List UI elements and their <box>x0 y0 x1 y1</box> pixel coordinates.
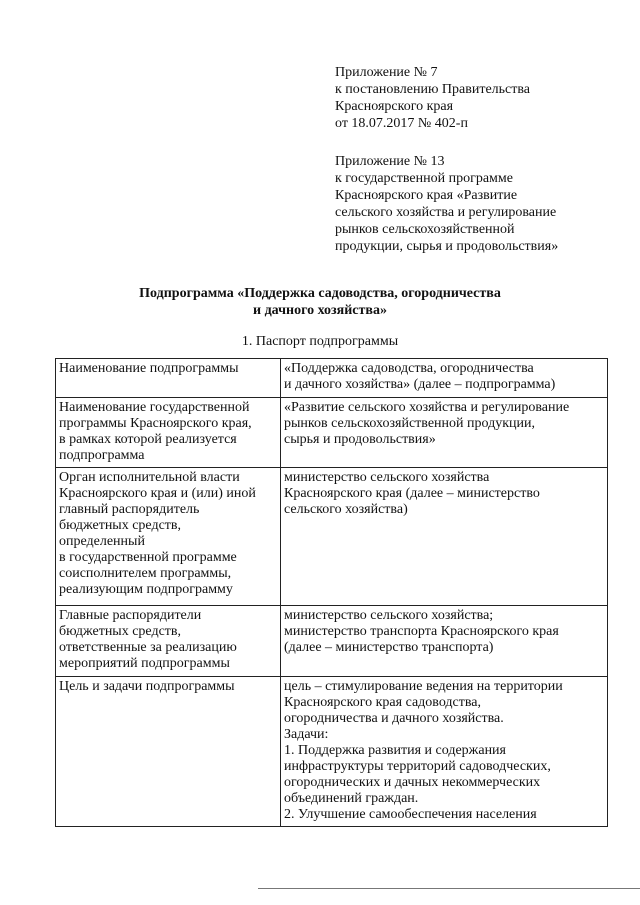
table-row <box>56 677 608 827</box>
section-heading: 1. Паспорт подпрограммы <box>241 334 399 349</box>
approval-block-appendix-7: Приложение № 7 к постановлению Правительства Красноярского края от 18.07.2017 № 402-п <box>335 65 531 131</box>
row-label: Наименование подпрограммы <box>56 359 281 398</box>
row-value: «Развитие сельского хозяйства и регулирование рынков сельскохозяйственной продукции, сырья и продовольствия» <box>281 398 608 468</box>
row-value: «Поддержка садоводства, огородничества и дачного хозяйства» (далее – подпрограмма) <box>281 359 608 398</box>
row-value: министерство сельского хозяйства; министерство транспорта Красноярского края (далее – министерство транспорта) <box>281 606 608 677</box>
table-row <box>56 398 608 468</box>
scan-edge-line <box>258 888 640 889</box>
row-label: Цель и задачи подпрограммы <box>56 677 281 827</box>
table-row <box>56 468 608 606</box>
table-row <box>56 359 608 398</box>
approval-block-appendix-13: Приложение № 13 к государственной программе Красноярского края «Развитие сельского хозяйства и регулирование рынков сельскохозяйственной продукции, сырья и продовольствия» <box>335 154 559 254</box>
row-label: Наименование государственной программы Красноярского края, в рамках которой реализуется подпрограмма <box>56 398 281 468</box>
table-row <box>56 606 608 677</box>
document-title: Подпрограмма «Поддержка садоводства, огородничества и дачного хозяйства» <box>139 286 501 318</box>
row-label: Орган исполнительной власти Красноярского края и (или) иной главный распорядитель бюджетных средств, определенный в государственной программе соисполнителем программы, реализующим подпрограмму <box>56 468 281 606</box>
passport-table <box>55 358 608 827</box>
row-value: цель – стимулирование ведения на территории Красноярского края садоводства, огородничества и дачного хозяйства. Задачи: 1. Поддержка развития и содержания инфраструктуры территорий садоводческих, огороднических и дачных некоммерческих объединений граждан. 2. Улучшение самообеспечения населения <box>281 677 608 827</box>
row-label: Главные распорядители бюджетных средств, ответственные за реализацию мероприятий подпрограммы <box>56 606 281 677</box>
row-value: министерство сельского хозяйства Красноярского края (далее – министерство сельского хозяйства) <box>281 468 608 606</box>
